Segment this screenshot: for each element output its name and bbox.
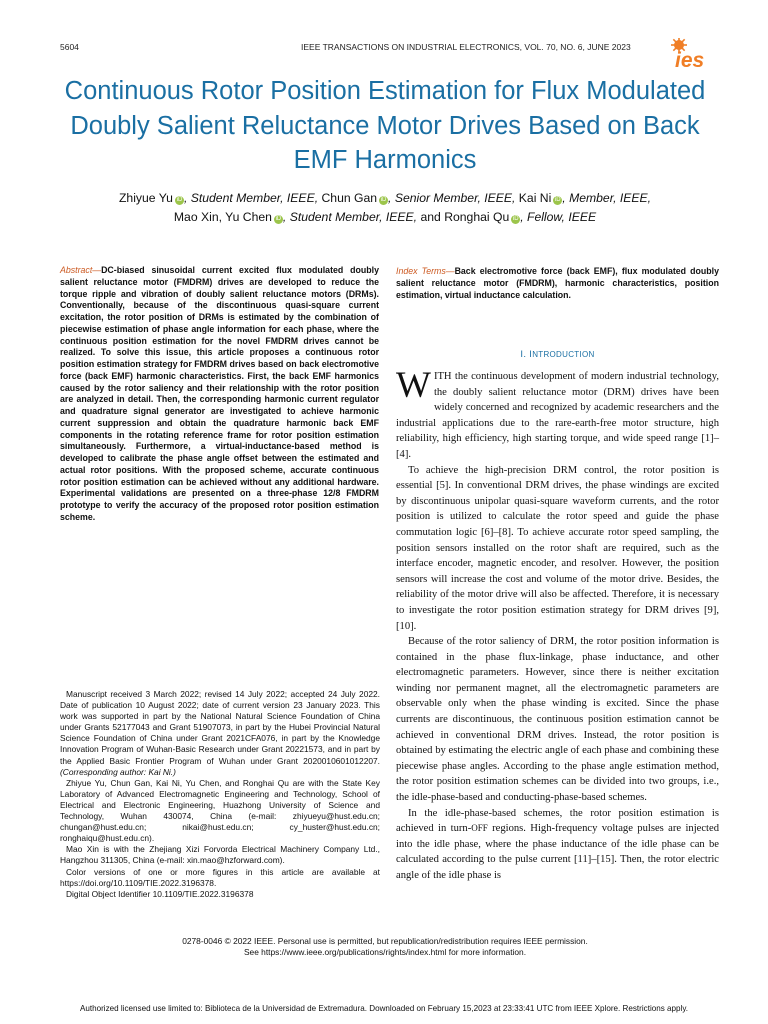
lead-word: ITH (433, 371, 452, 382)
author-name: Chun Gan (321, 191, 378, 205)
corresponding-author: (Corresponding author: Kai Ni.) (60, 766, 176, 777)
orcid-icon[interactable]: iD (512, 215, 519, 222)
doi-note: Digital Object Identifier 10.1109/TIE.2022.3196378 (66, 888, 254, 899)
orcid-icon[interactable]: iD (554, 197, 561, 203)
copyright-line: 0278-0046 © 2022 IEEE. Personal use is permitted, but republication/redistribution requires IEEE permission. (182, 936, 588, 946)
paragraph-text: OFF (471, 823, 488, 834)
index-terms (396, 266, 719, 301)
page-number: 5604 (60, 42, 79, 52)
index-terms-text: Back electromotive force (back EMF), flux modulated doubly salient reluctance motor (FMDRM), harmonic characteristics, position estimation, virtual inductance calculation. (396, 266, 720, 300)
section-number: I. (520, 349, 527, 360)
author-name: Zhiyue Yu (118, 191, 173, 205)
orcid-icon[interactable]: iD (275, 215, 282, 222)
section-heading (396, 349, 719, 360)
author-list (40, 189, 730, 227)
index-terms-label: Index Terms— (396, 266, 455, 276)
paragraph-text: In the idle-phase-based schemes, the rotor position estimation is achieved in turn- (396, 807, 719, 835)
affiliation-note: Mao Xin is with the Zhejiang Xizi Forvorda Electrical Machinery Company Ltd., Hangzhou 311305, China (e-mail: xin.mao@hzforward.com). (60, 844, 380, 866)
abstract-text: DC-biased sinusoidal current excited flux modulated doubly salient reluctance motor (FMDRM) drives are developed to reduce the torque ripple and vibration of doubly salient reluctance motors (DRMs). Conventionally, because of the discontinuous quasi-square current excitation, the rotor position of DRMs is estimated by the combination of piecewise estimation of phase angle information for each phase, where the continuous position estimation for the novel FMDRM drives cannot be realized. To solve this issue, this article proposes a continuous rotor position estimation strategy for FMDRM drives based on back electromotive force (back EMF) harmonic characteristics. First, the back EMF harmonics caused by the rotor saliency and their relationship with the rotor position are analyzed in detail. Then, the corresponding harmonic current regulator and quadrature signal generator are investigated to achieve harmonic current suppression and obtain the quadrature harmonic back EMF components in the rotating reference frame for rotor position estimation simultaneously. Furthermore, a virtual-inductance-based method is developed to calibrate the phase angle offset between the estimated and actual rotor positions. With the proposed scheme, accurate continuous rotor position estimation can be achieved without any additional hardware. Experimental validations are presented on a three-phase 12/8 FMDRM prototype to verify the accuracy of the proposed rotor position estimation scheme. (60, 265, 379, 522)
orcid-icon[interactable]: iD (380, 197, 387, 203)
author-membership: , Member, IEEE, (562, 191, 652, 205)
abstract-label: Abstract— (60, 265, 102, 275)
author-membership: , Student Member, IEEE, (282, 209, 418, 224)
logo-text: ies (675, 49, 705, 70)
author-membership: , Fellow, IEEE (520, 209, 597, 224)
section-title-rest: NTRODUCTION (532, 350, 595, 359)
drop-cap: W (396, 365, 431, 406)
ies-logo (669, 38, 721, 70)
author-name: Kai Ni (518, 191, 552, 205)
copyright-notice (40, 936, 730, 959)
paragraph-text: the continuous development of modern industrial technology, the doubly salient reluctance motor (DRM) drives have been widely concerned and recognized by academic researchers and the industrial applications due to the rare-earth-free motor structure, high reliability, high efficiency, high starting torque, and wide speed range [1]–[4]. (396, 371, 719, 460)
manuscript-note (60, 689, 380, 778)
paragraph: To achieve the high-precision DRM control, the rotor position is essential [5]. In conventional DRM drives, the phase windings are excited by discontinuous unipolar quasi-square waveform currents, and the rotor position is utilized to calculate the rotor speed and guide the phase commutation logic [6]–[8]. To achieve accurate rotor speed sampling, the position sensors installed on the rotor shaft are required, such as the interface encoder, magnetic encoder, and resolver. However, the position sensors will increase the cost and volume of the motor drive. Besides, the reliability of the motor drive will also be affected. Therefore, it is necessary to investigate the rotor position estimation strategy for DRM drives [9], [10]. (396, 464, 719, 632)
author-connector: and (420, 209, 441, 224)
paragraph-text: regions. High-frequency voltage pulses are injected into the idle phase, where the phase inductance of the idle phase can be calculated according to the pulse current [11]–[15]. Then, the rotor electric angle of the idle phase is (396, 823, 719, 881)
orcid-icon[interactable]: iD (176, 197, 183, 203)
author-name: Mao Xin, Yu Chen (173, 209, 272, 224)
introduction-body (396, 365, 719, 884)
journal-header: IEEE TRANSACTIONS ON INDUSTRIAL ELECTRONICS, VOL. 70, NO. 6, JUNE 2023 (301, 42, 631, 52)
author-name: Ronghai Qu (444, 209, 510, 224)
abstract (60, 265, 379, 524)
copyright-link[interactable]: See https://www.ieee.org/publications/rights/index.html for more information. (243, 947, 527, 958)
affiliation-note: Zhiyue Yu, Chun Gan, Kai Ni, Yu Chen, and Ronghai Qu are with the State Key Laboratory of Advanced Electromagnetic Engineering and Technology, School of Electrical and Electronic Engineering, Huazhong University of Science and Technology, Wuhan 430074, China (e-mail: zhiyueyu@hust.edu.cn; chungan@hust.edu.cn; nikai@hust.edu.cn; cy_huster@hust.edu.cn; ronghaiqu@hust.edu.cn). (60, 777, 380, 844)
paragraph (396, 806, 719, 884)
paper-title: Continuous Rotor Position Estimation for Flux Modulated Doubly Salient Reluctance Motor Drives Based on Back EMF Harmonics (64, 77, 706, 174)
license-notice: Authorized licensed use limited to: Biblioteca de la Universidad de Extremadura. Downloaded on February 15,2023 at 23:33:41 UTC from IEEE Xplore. Restrictions apply. (79, 1004, 689, 1013)
first-page-footnote (60, 689, 380, 900)
paragraph: Because of the rotor saliency of DRM, the rotor position information is contained in the phase flux-linkage, phase inductance, and other electromagnetic parameters. However, since there is neither excitation winding nor permanent magnet, all the electromagnetic parameters are observable only when the phase winding is excited. Since the phase currents are discontinuous, the continuous position estimation cannot be achieved in conventional DRM drives. Instead, the rotor position is obtained by estimating the electric angle of each phase and combining these piecewise phase angles. According to the phase angle estimation method, the rotor position estimation schemes can be divided into two groups, i.e., the idle-phase-based and conducting-phase-based schemes. (396, 636, 719, 804)
author-membership: , Student Member, IEEE, (183, 191, 319, 205)
section-title-first: I (529, 349, 533, 360)
author-membership: , Senior Member, IEEE, (388, 191, 516, 205)
paragraph (396, 365, 719, 463)
color-figures-note[interactable]: Color versions of one or more figures in this article are available at https://doi.org/10.1109/TIE.2022.3196378. (60, 866, 380, 888)
manuscript-note-text: Manuscript received 3 March 2022; revised 14 July 2022; accepted 24 July 2022. Date of publication 10 August 2022; date of current version 23 January 2023. This work was supported in part by the National Natural Science Foundation of China under Grants 52177043 and Grant 51907073, in part by the Hubei Provincial Natural Science Foundation of China under Grant 2021CFA076, in part by the Knowledge Innovation Program of Wuhan-Basic Research under Grant 20221573, and in part by the Applied Basic Frontier Program of Wuhan under Grant 2020010601012207. (60, 689, 380, 766)
